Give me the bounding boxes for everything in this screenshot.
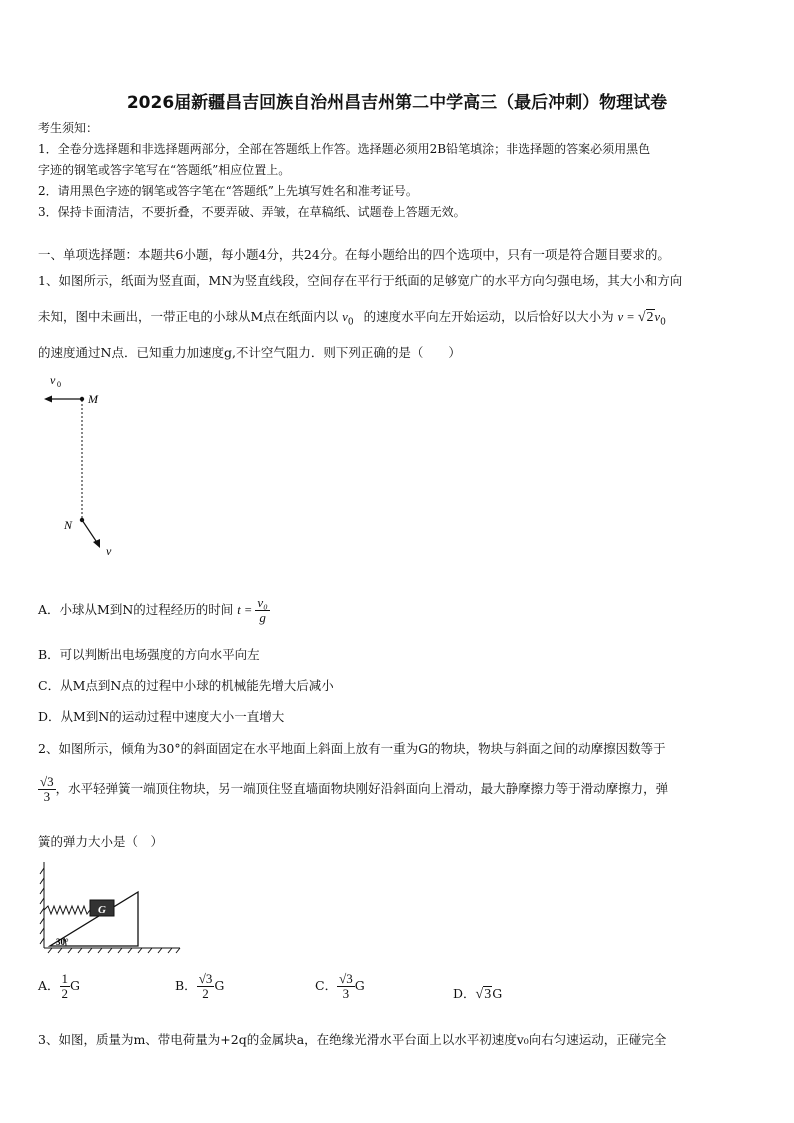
- option-fraction: $\frac{1}{2}$: [61, 971, 69, 1001]
- wall-hatch: [40, 862, 44, 948]
- q2-option-a: A． $\frac{1}{2}$ G: [38, 971, 81, 1001]
- v-arrowhead: [93, 539, 100, 548]
- fig-v-label: v: [106, 544, 112, 558]
- notice-item: 2．请用黑色字迹的钢笔或答字笔在“答题纸”上先填写姓名和准考证号。: [38, 184, 418, 198]
- q1-option-b: B．可以判断出电场强度的方向水平向左: [38, 647, 260, 662]
- q1-option-a: [38, 596, 270, 625]
- notice-item: 3．保持卡面清洁，不要折叠，不要弄破、弄皱，在草稿纸、试题卷上答题无效。: [38, 205, 466, 219]
- page-title: 2026届新疆昌吉回族自治州昌吉州第二中学高三（最后冲刺）物理试卷: [126, 93, 668, 113]
- q2-option-d: D．√3G: [453, 986, 503, 1002]
- v-equals: v =: [617, 310, 638, 324]
- label-n: N: [64, 518, 73, 532]
- q2-option-c: C． $\frac{√3}{3}$ G: [315, 971, 365, 1001]
- option-a-fraction: $\frac{\text{v₀}}{g}$: [257, 595, 268, 625]
- q1-figure: [38, 370, 128, 565]
- fig-v0-sub: 0: [57, 380, 61, 389]
- q2-line3: 簧的弹力大小是（ ）: [38, 834, 164, 849]
- q2-line2-text: ，水平轻弹簧一端顶住物块，另一端顶住竖直墙面物块刚好沿斜面向上滑动，最大静摩擦力等于滑动摩擦力，弹: [55, 781, 669, 796]
- v0-symbol: v: [342, 310, 348, 324]
- v0b-symbol: v: [654, 310, 661, 324]
- spring: [44, 906, 90, 914]
- q2-line2: [38, 775, 668, 804]
- block-g-label: G: [98, 904, 106, 916]
- fig-v0-label: v: [50, 373, 56, 387]
- q1-line2: [38, 307, 666, 328]
- q1-line2a: 未知，图中未画出，一带正电的小球从M点在纸面内以: [38, 309, 339, 324]
- mu-fraction: $\frac{√3}{3}$: [40, 774, 54, 804]
- ground-hatch: [44, 948, 180, 953]
- section-heading: 一、单项选择题：本题共6小题，每小题4分，共24分。在每小题给出的四个选项中，只有一项是符合题目要求的。: [38, 247, 670, 262]
- q1-option-d: D．从M到N的运动过程中速度大小一直增大: [38, 709, 285, 724]
- q2-line1: 2、如图所示，倾角为30°的斜面固定在水平地面上斜面上放有一重为G的物块，物块与斜面之间的动摩擦因数等于: [38, 741, 666, 756]
- option-a-text: A．小球从M到N的过程经历的时间: [38, 602, 234, 617]
- q1-line3: 的速度通过N点．已知重力加速度g,不计空气阻力．则下列正确的是（ ）: [38, 345, 461, 360]
- label-m: M: [88, 392, 98, 406]
- q1-option-c: C．从M点到N点的过程中小球的机械能先增大后减小: [38, 678, 334, 693]
- sqrt2: √2: [637, 310, 654, 325]
- notice-heading: 考生须知：: [38, 121, 99, 135]
- notice-item: 1．全卷分选择题和非选择题两部分，全部在答题纸上作答。选择题必须用2B铅笔填涂；非选择题的答案必须用黑色: [38, 142, 651, 156]
- q2-figure: [38, 858, 183, 958]
- v0-arrowhead: [44, 396, 52, 403]
- option-fraction: $\frac{√3}{2}$: [198, 971, 213, 1001]
- v0-subscript: 0: [347, 317, 354, 328]
- angle-label: 30°: [56, 937, 69, 947]
- option-a-t: t =: [237, 603, 256, 617]
- q1-line1: 1、如图所示，纸面为竖直面，MN为竖直线段，空间存在平行于纸面的足够宽广的水平方向匀强电场，其大小和方向: [38, 273, 683, 288]
- q2-option-b: B． $\frac{√3}{2}$ G: [175, 971, 225, 1001]
- option-fraction: $\frac{√3}{3}$: [339, 971, 353, 1001]
- notice-item: 字迹的钢笔或答字笔写在“答题纸”相应位置上。: [38, 163, 291, 177]
- q3-line1: 3、如图，质量为m、带电荷量为+2q的金属块a，在绝缘光滑水平台面上以水平初速度v₀向右匀速运动，正碰完全: [38, 1032, 667, 1047]
- v0b-subscript: 0: [660, 317, 666, 328]
- q1-line2b: 的速度水平向左开始运动，以后恰好以大小为: [363, 309, 614, 324]
- option-sqrt: √3: [475, 987, 492, 1002]
- v-arrow: [82, 520, 98, 544]
